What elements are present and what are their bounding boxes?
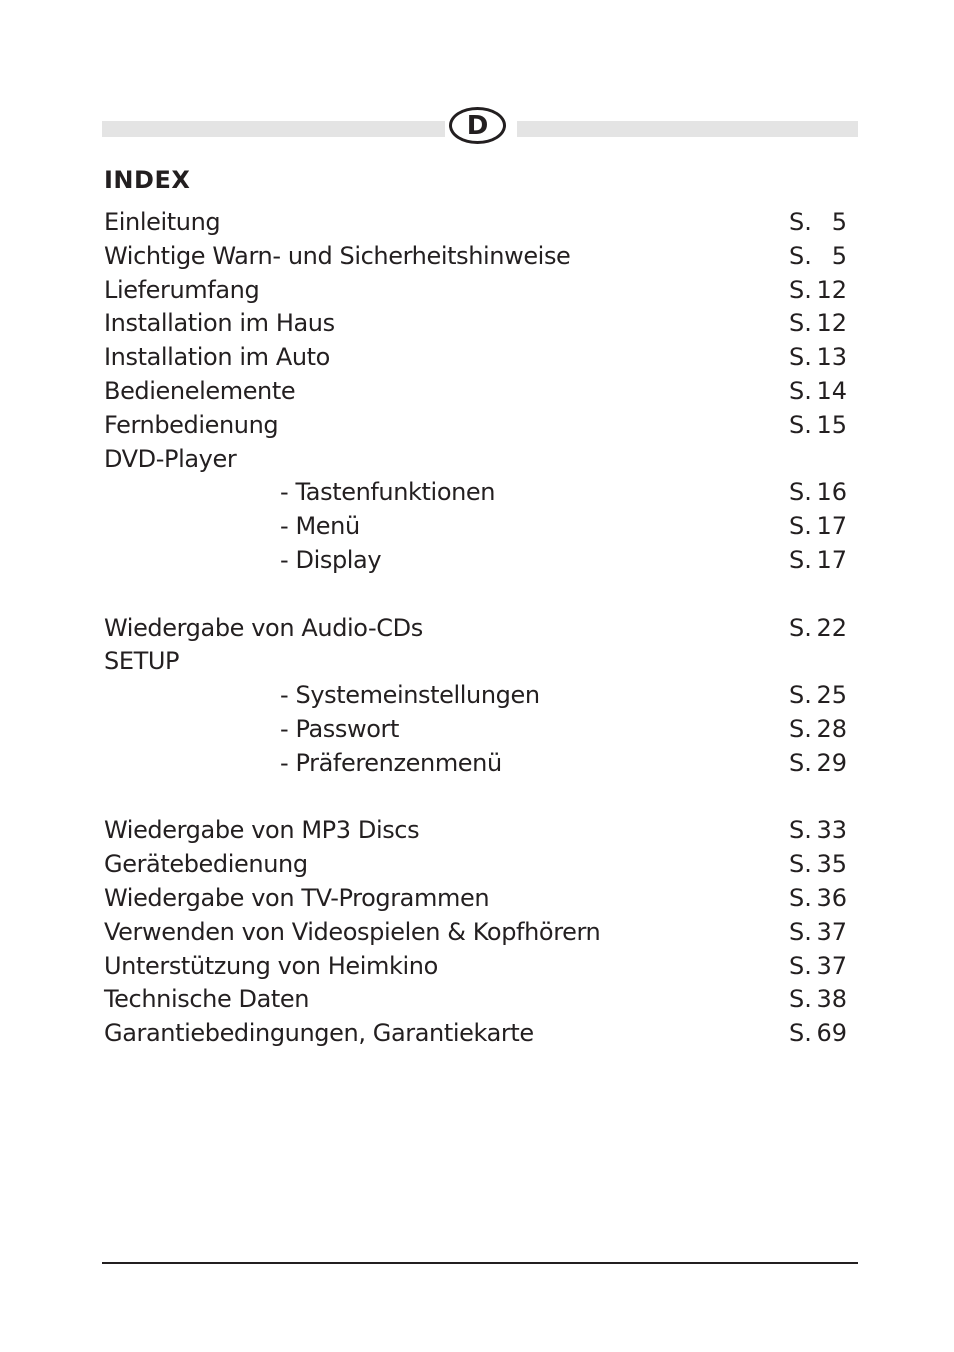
toc-entry — [104, 375, 846, 409]
toc-page-prefix: S. — [789, 545, 812, 574]
toc-page-number: 16 — [816, 478, 847, 507]
toc-entry-title: Unterstützung von Heimkino — [104, 951, 438, 980]
toc-page-number: 17 — [816, 512, 847, 541]
toc-page-prefix: S. — [789, 951, 812, 980]
toc-page-prefix: S. — [789, 681, 812, 710]
toc-entry-title: SETUP — [104, 647, 180, 676]
toc-page-prefix: S. — [789, 410, 812, 439]
toc-entry — [104, 274, 846, 308]
toc-entry — [104, 510, 846, 544]
toc-page-number: 12 — [816, 309, 847, 338]
header-bar-right — [517, 121, 858, 137]
toc-page-number: 5 — [831, 241, 847, 270]
toc-page-prefix: S. — [789, 816, 812, 845]
toc-page-number: 5 — [831, 208, 847, 236]
toc-page-prefix: S. — [789, 1019, 812, 1048]
toc-entry-title: Installation im Haus — [104, 309, 335, 338]
toc-page-prefix: S. — [789, 613, 812, 642]
toc-entry — [104, 476, 846, 510]
toc-entry-title: DVD-Player — [104, 444, 237, 473]
toc-page-prefix: S. — [789, 309, 812, 338]
toc-page-number: 14 — [816, 376, 847, 405]
toc-entry-title: - Systemeinstellungen — [280, 681, 540, 710]
toc-page-prefix: S. — [789, 478, 812, 507]
toc-page-number: 35 — [816, 850, 847, 879]
footer-rule — [102, 1262, 858, 1264]
language-badge: D — [449, 107, 506, 144]
toc-entry-title: Fernbedienung — [104, 410, 279, 439]
toc-entry-title: Wichtige Warn- und Sicherheitshinweise — [104, 241, 571, 270]
toc-page-number: 69 — [816, 1019, 847, 1048]
toc-entry — [104, 747, 846, 781]
toc-entry-title: Installation im Auto — [104, 343, 330, 372]
toc-page-prefix: S. — [789, 883, 812, 912]
toc-entry — [104, 916, 846, 950]
toc-entry-title: - Tastenfunktionen — [280, 478, 496, 507]
toc-spacer — [104, 578, 846, 612]
toc-entry — [104, 950, 846, 984]
toc-entry — [104, 307, 846, 341]
toc-entry-title: Wiedergabe von TV-Programmen — [104, 883, 490, 912]
toc-page-number: 17 — [816, 545, 847, 574]
toc-page-prefix: S. — [789, 512, 812, 541]
toc-entry — [104, 443, 846, 477]
toc-entry — [104, 341, 846, 375]
toc-page-number: 12 — [816, 275, 847, 304]
toc-spacer — [104, 781, 846, 815]
toc-entry-title: - Präferenzenmenü — [280, 748, 502, 777]
toc-entry-title: - Passwort — [280, 714, 399, 743]
toc-entry — [104, 679, 846, 713]
toc-entry — [104, 814, 846, 848]
toc-entry — [104, 882, 846, 916]
toc-page-prefix: S. — [789, 275, 812, 304]
toc-page-prefix: S. — [789, 376, 812, 405]
toc-page-number: 37 — [816, 951, 847, 980]
toc-page-number: 22 — [816, 613, 847, 642]
toc-entry — [104, 409, 846, 443]
toc-entry-title: - Display — [280, 545, 382, 574]
toc-page-number: 29 — [816, 748, 847, 777]
index-heading: INDEX — [104, 166, 191, 194]
toc-entry — [104, 848, 846, 882]
toc-page-number: 38 — [816, 985, 847, 1014]
toc-page-prefix: S. — [789, 748, 812, 777]
toc-entry — [104, 1017, 846, 1051]
toc-entry-title: - Menü — [280, 512, 360, 541]
toc-page-number: 37 — [816, 917, 847, 946]
toc-entry-title: Technische Daten — [104, 985, 310, 1014]
table-of-contents — [104, 206, 846, 1051]
toc-page-prefix: S. — [789, 343, 812, 372]
toc-page-prefix: S. — [789, 985, 812, 1014]
toc-page-prefix: S. — [789, 241, 812, 270]
toc-page-prefix: S. — [789, 850, 812, 879]
toc-entry — [104, 983, 846, 1017]
toc-entry — [104, 240, 846, 274]
toc-page-prefix: S. — [789, 917, 812, 946]
toc-entry-title: Bedienelemente — [104, 376, 296, 405]
toc-entry — [104, 713, 846, 747]
header-bar-left — [102, 121, 445, 137]
toc-entry — [104, 645, 846, 679]
toc-page-prefix: S. — [789, 714, 812, 743]
toc-entry-title: Verwenden von Videospielen & Kopfhörern — [104, 917, 601, 946]
toc-entry-title: Wiedergabe von Audio-CDs — [104, 613, 423, 642]
toc-page-number: 28 — [816, 714, 847, 743]
toc-page-number: 25 — [816, 681, 847, 710]
toc-page-number: 36 — [816, 883, 847, 912]
toc-entry — [104, 544, 846, 578]
toc-entry — [104, 206, 846, 240]
toc-entry-title: Gerätebedienung — [104, 850, 308, 879]
toc-page-number: 15 — [816, 410, 847, 439]
toc-entry-title: Lieferumfang — [104, 275, 260, 304]
toc-entry-title: Wiedergabe von MP3 Discs — [104, 816, 420, 845]
toc-page-prefix: S. — [789, 208, 812, 236]
toc-entry-title: Einleitung — [104, 208, 221, 236]
toc-entry — [104, 612, 846, 646]
toc-page-number: 33 — [816, 816, 847, 845]
toc-page-number: 13 — [816, 343, 847, 372]
toc-entry-title: Garantiebedingungen, Garantiekarte — [104, 1019, 534, 1048]
